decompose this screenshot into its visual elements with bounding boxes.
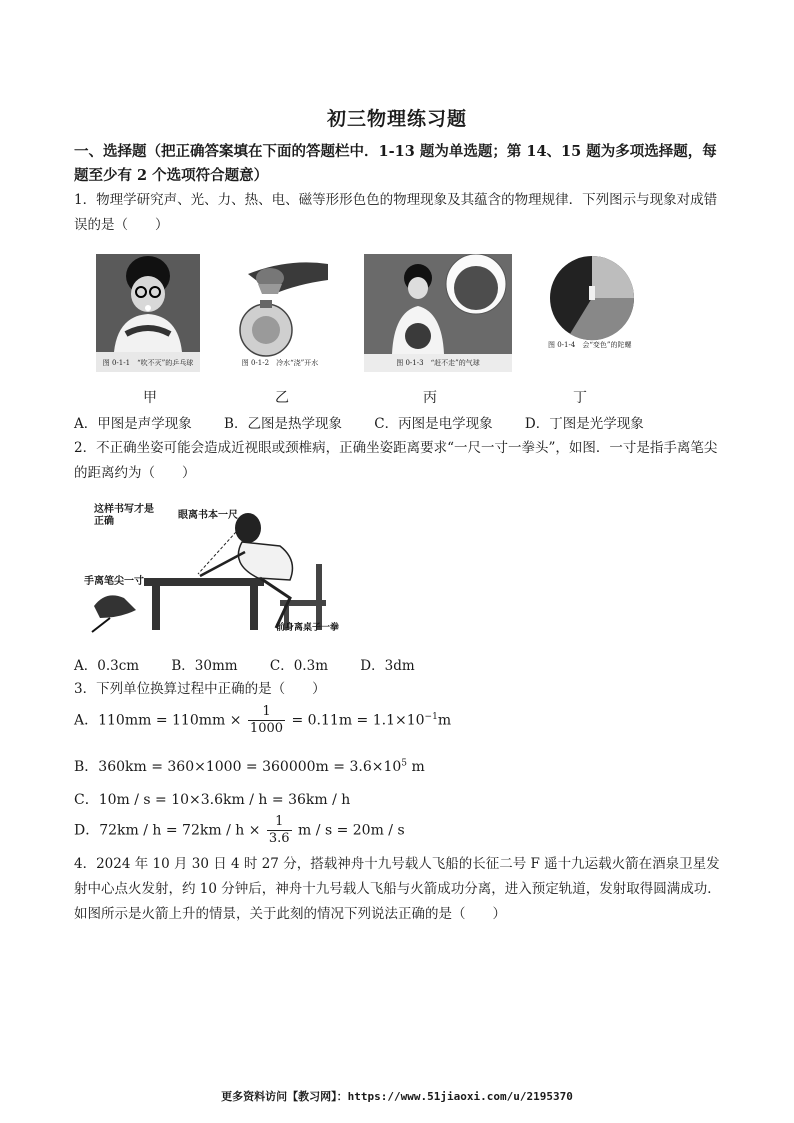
question-2-options [74, 654, 443, 674]
q3-option-a[interactable] [74, 704, 451, 744]
q2-option-a[interactable]: A．0.3cm [74, 658, 140, 674]
q3-a-exp: −1 [424, 711, 438, 722]
q1-option-b[interactable]: B．乙图是热学现象 [224, 416, 342, 432]
q3-a-unit: m [437, 712, 452, 729]
q2-option-d[interactable]: D．3dm [360, 658, 415, 674]
posture-label-correct: 这样书写才是正确 [94, 504, 154, 527]
q3-a-prefix: A．110mm = 110mm × [74, 712, 242, 729]
figure-bing [364, 254, 512, 372]
q1-option-d[interactable]: D．丁图是光学现象 [524, 416, 644, 432]
question-1-text: 1．物理学研究声、光、力、热、电、磁等形形色色的物理现象及其蕴含的物理规律．下列图示与现象对成错误的是（ ） [74, 192, 718, 233]
posture-label-eye: 眼离书本一尺 [178, 510, 238, 521]
section-heading: 一、选择题（把正确答案填在下面的答题栏中．1-13 题为单选题；第 14、15 题为多项选择题，每题至少有 2 个选项符合题意） [74, 143, 717, 184]
figure-posture [80, 494, 362, 636]
q3-b-unit: m [407, 759, 425, 775]
figure-yi [228, 254, 332, 372]
figure-ding-label: 图 0-1-4 会“变色”的陀螺 [548, 341, 632, 349]
posture-label-chest: 前身离桌子一拳 [276, 623, 340, 633]
question-4-text: 4．2024 年 10 月 30 日 4 时 27 分，搭载神舟十九号载人飞船的长征二号 F 遥十九运载火箭在酒泉卫星发射中心点火发射，约 10 分钟后，神舟十九号载人飞船与火箭成功分离，进入预定轨道，发射取得圆满成功．如图所示是火箭上升的情景，关于此刻的情况下列说法正确的是（ ） [74, 856, 721, 922]
question-3-text: 3．下列单位换算过程中正确的是（ ） [74, 681, 326, 697]
q3-c-text: C．10m / s = 10×3.6km / h = 36km / h [74, 792, 351, 808]
posture-label-hand: 手离笔尖一寸 [84, 576, 144, 587]
q3-a-den: 1000 [249, 721, 284, 736]
figure-yi-label: 图 0-1-2 冷水“浇”开水 [241, 359, 319, 367]
q3-d-suffix: m / s = 20m / s [298, 822, 405, 839]
q3-a-num: 1 [248, 704, 285, 721]
caption-yi: 乙 [275, 390, 289, 406]
caption-bing: 丙 [423, 390, 437, 406]
q3-option-d[interactable] [74, 814, 405, 854]
q2-option-b[interactable]: B．30mm [171, 658, 238, 674]
q3-d-fraction [267, 814, 292, 847]
q1-option-c[interactable]: C．丙图是电学现象 [374, 416, 493, 432]
q3-d-den: 3.6 [268, 831, 290, 846]
figure-ding [540, 254, 644, 372]
caption-ding: 丁 [573, 390, 587, 406]
footer-link[interactable]: 更多资料访问【教习网】：https://www.51jiaoxi.com/u/2195370 [221, 1090, 573, 1103]
question-2-text: 2．不正确坐姿可能会造成近视眼或颈椎病，正确坐姿距离要求“一尺一寸一拳头”，如图．一寸是指手离笔尖的距离约为（ ） [74, 440, 718, 481]
caption-jia: 甲 [143, 390, 157, 406]
q3-b-prefix: B．360km = 360×1000 = 360000m = 3.6×10 [74, 759, 402, 775]
q3-b-exp: 5 [401, 758, 408, 769]
q3-a-suffix: = 0.11m = 1.1×10 [291, 712, 425, 729]
q3-d-num: 1 [267, 814, 292, 831]
q3-a-fraction [248, 704, 285, 737]
q2-option-c[interactable]: C．0.3m [269, 658, 328, 674]
q3-d-prefix: D．72km / h = 72km / h × [74, 822, 261, 839]
figure-jia [96, 254, 200, 372]
q1-option-a[interactable]: A．甲图是声学现象 [74, 416, 192, 432]
figure-bing-label: 图 0-1-3 “赶不走”的气球 [396, 359, 480, 367]
figure-jia-label: 图 0-1-1 “吹不灭”的乒乓球 [102, 359, 194, 367]
question-1-options [74, 412, 672, 432]
page-title: 初三物理练习题 [326, 108, 467, 130]
